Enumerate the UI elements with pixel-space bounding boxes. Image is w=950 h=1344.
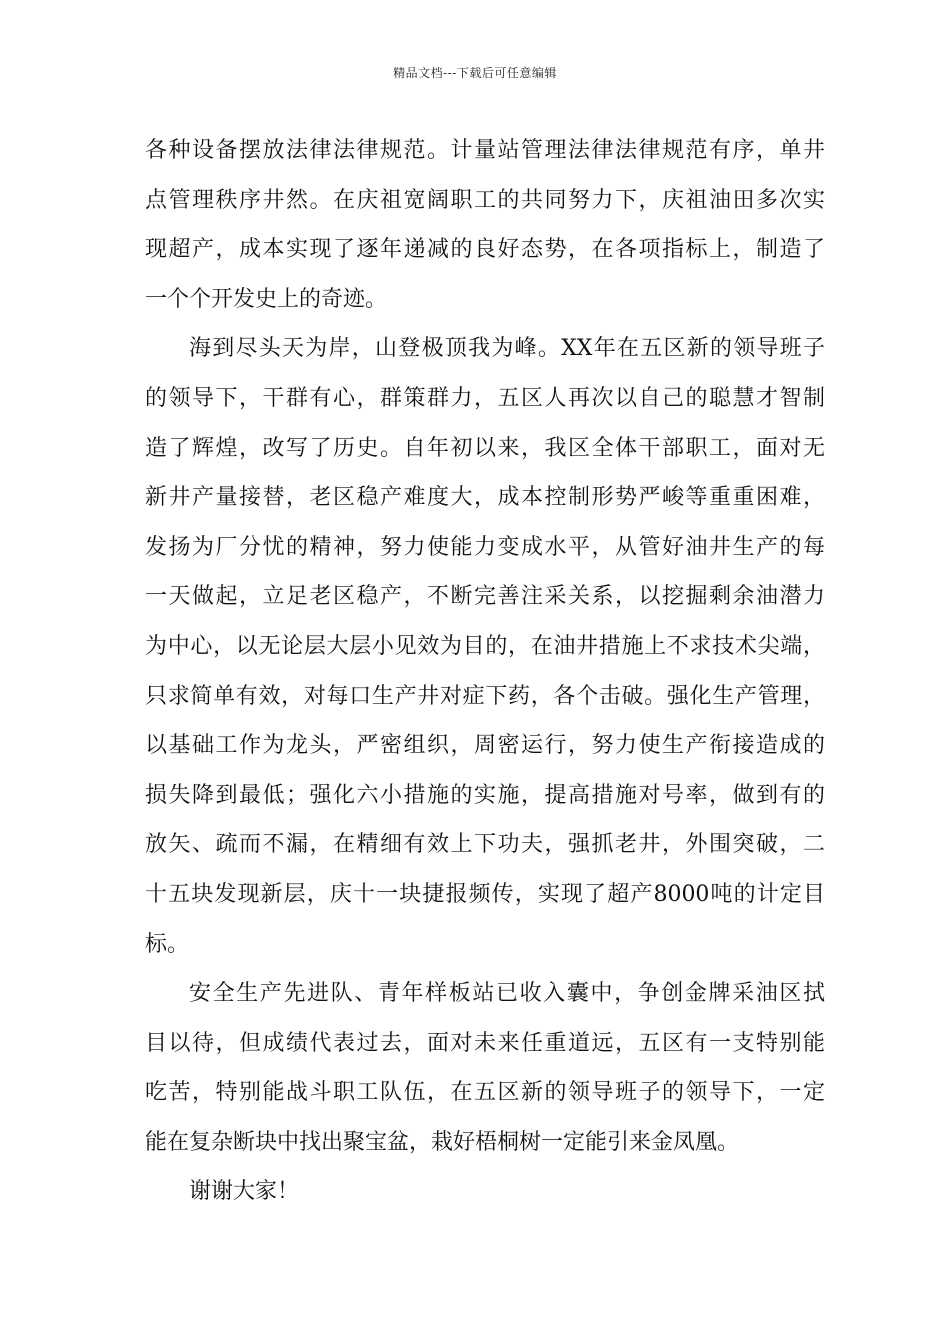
- paragraph-4: [145, 1167, 825, 1217]
- body-text: [145, 126, 825, 1217]
- text-line: 一天做起，立足老区稳产，不断完善注采关系，以挖掘剩余油潜力: [145, 584, 825, 610]
- text-line: 各种设备摆放法律法律规范。计量站管理法律法律规范有序，单井: [145, 138, 825, 163]
- text-line: 点管理秩序井然。在庆祖宽阔职工的共同努力下，庆祖油田多次实: [145, 187, 825, 213]
- paragraph-1: [145, 126, 825, 324]
- paragraph-2: [145, 324, 825, 969]
- text-line: 的领导下，干群有心，群策群力，五区人再次以自己的聪慧才智制: [145, 385, 825, 411]
- text-line: 十五块发现新层，庆十一块捷报频传，实现了超产8000吨的计定目: [145, 881, 825, 907]
- text-line: 新井产量接替，老区稳产难度大，成本控制形势严峻等重重困难，: [145, 485, 825, 511]
- text-line: 损失降到最低；强化六小措施的实施，提高措施对号率，做到有的: [145, 782, 825, 808]
- text-line: 放矢、疏而不漏，在精细有效上下功夫，强抓老井，外围突破，二: [145, 832, 825, 858]
- text-line: 发扬为厂分忧的精神，努力使能力变成水平，从管好油井生产的每: [145, 534, 825, 560]
- text-line: 一个个开发史上的奇迹。: [145, 286, 388, 312]
- text-line: 能在复杂断块中找出聚宝盆，栽好梧桐树一定能引来金凤凰。: [145, 1129, 740, 1155]
- header-note: 精品文档---下载后可任意编辑: [393, 66, 557, 80]
- text-line: 现超产，成本实现了逐年递减的良好态势，在各项指标上，制造了: [145, 237, 825, 263]
- text-line: 目以待，但成绩代表过去，面对未来任重道远，五区有一支特别能: [145, 1030, 825, 1056]
- text-line: 谢谢大家！: [189, 1179, 300, 1205]
- text-line: 以基础工作为龙头，严密组织，周密运行，努力使生产衔接造成的: [145, 733, 825, 759]
- text-line: 只求简单有效，对每口生产井对症下药，各个击破。强化生产管理，: [145, 683, 825, 709]
- paragraph-3: [145, 969, 825, 1167]
- text-line: 标。: [145, 931, 190, 957]
- text-line: 安全生产先进队、青年样板站已收入囊中，争创金牌采油区拭: [189, 981, 825, 1007]
- text-line: 吃苦，特别能战斗职工队伍，在五区新的领导班子的领导下，一定: [145, 1080, 825, 1106]
- text-line: 造了辉煌，改写了历史。自年初以来，我区全体干部职工，面对无: [145, 435, 825, 461]
- text-line: 为中心，以无论层大层小见效为目的，在油井措施上不求技术尖端，: [145, 633, 825, 659]
- text-line: 海到尽头天为岸，山登极顶我为峰。XX年在五区新的领导班子: [189, 336, 825, 362]
